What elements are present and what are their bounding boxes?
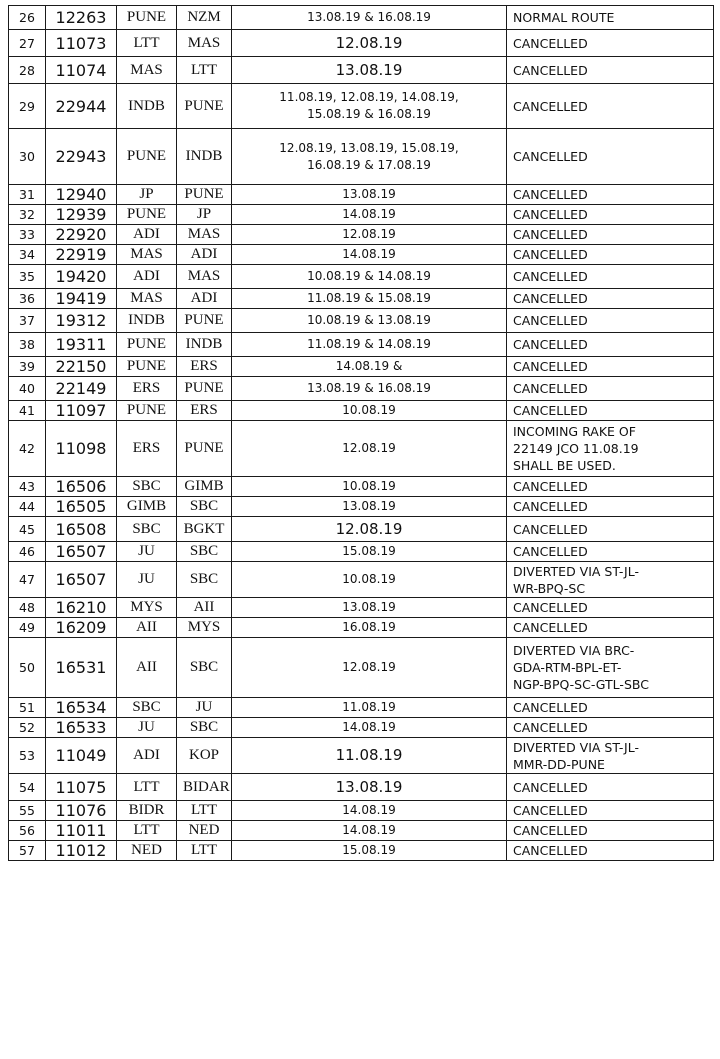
table-row <box>9 6 714 30</box>
serial-number-cell: 37 <box>9 309 46 333</box>
remarks-line: CANCELLED <box>513 779 588 795</box>
dates-cell <box>232 265 507 289</box>
dates-cell <box>232 245 507 265</box>
to-station-cell: MAS <box>177 225 232 245</box>
remarks-cell <box>507 497 714 517</box>
from-station-cell: LTT <box>117 774 177 801</box>
dates-line: 10.08.19 <box>342 479 396 493</box>
from-station-cell: SBC <box>117 477 177 497</box>
to-station-cell: LTT <box>177 841 232 861</box>
dates-cell <box>232 309 507 333</box>
remarks-line: CANCELLED <box>513 149 588 164</box>
from-station-cell: ADI <box>117 265 177 289</box>
remarks-line: DIVERTED VIA BRC- <box>513 643 635 658</box>
remarks-cell <box>507 333 714 357</box>
train-number-cell: 11075 <box>46 774 117 801</box>
serial-number-cell: 48 <box>9 598 46 618</box>
remarks-cell <box>507 618 714 638</box>
remarks-line: GDA-RTM-BPL-ET- <box>513 660 622 675</box>
train-number-cell: 16209 <box>46 618 117 638</box>
train-number-cell: 12940 <box>46 185 117 205</box>
train-number-cell: 16533 <box>46 718 117 738</box>
dates-cell <box>232 289 507 309</box>
from-station-cell: MYS <box>117 598 177 618</box>
serial-number-cell: 36 <box>9 289 46 309</box>
table-row <box>9 421 714 477</box>
remarks-line: CANCELLED <box>513 291 588 306</box>
to-station-cell: PUNE <box>177 185 232 205</box>
from-station-cell: MAS <box>117 57 177 84</box>
remarks-line: CANCELLED <box>513 803 588 818</box>
dates-cell <box>232 421 507 477</box>
from-station-cell: PUNE <box>117 205 177 225</box>
from-station-cell: JU <box>117 718 177 738</box>
serial-number-cell: 27 <box>9 30 46 57</box>
to-station-cell: KOP <box>177 738 232 774</box>
table-row <box>9 185 714 205</box>
remarks-line: NGP-BPQ-SC-GTL-SBC <box>513 677 649 692</box>
from-station-cell: INDB <box>117 84 177 129</box>
to-station-cell: SBC <box>177 497 232 517</box>
serial-number-cell: 35 <box>9 265 46 289</box>
to-station-cell: PUNE <box>177 84 232 129</box>
serial-number-cell: 52 <box>9 718 46 738</box>
table-row <box>9 562 714 598</box>
table-row <box>9 289 714 309</box>
train-number-cell: 16534 <box>46 698 117 718</box>
remarks-line: NORMAL ROUTE <box>513 10 615 25</box>
remarks-line: CANCELLED <box>513 35 588 51</box>
remarks-cell <box>507 57 714 84</box>
dates-line: 13.08.19 <box>342 499 396 513</box>
train-number-cell: 19420 <box>46 265 117 289</box>
remarks-line: CANCELLED <box>513 359 588 374</box>
train-number-cell: 11097 <box>46 401 117 421</box>
dates-line: 12.08.19 <box>342 441 396 455</box>
dates-line: 14.08.19 <box>342 823 396 837</box>
serial-number-cell: 33 <box>9 225 46 245</box>
serial-number-cell: 45 <box>9 517 46 542</box>
table-row <box>9 598 714 618</box>
dates-cell <box>232 801 507 821</box>
remarks-line: CANCELLED <box>513 98 588 114</box>
table-row <box>9 638 714 698</box>
from-station-cell: JP <box>117 185 177 205</box>
to-station-cell: AII <box>177 598 232 618</box>
remarks-cell <box>507 738 714 774</box>
to-station-cell: PUNE <box>177 309 232 333</box>
remarks-line: CANCELLED <box>513 823 588 838</box>
table-row <box>9 265 714 289</box>
dates-cell <box>232 333 507 357</box>
train-number-cell: 19312 <box>46 309 117 333</box>
remarks-cell <box>507 309 714 333</box>
serial-number-cell: 38 <box>9 333 46 357</box>
dates-cell <box>232 718 507 738</box>
dates-cell <box>232 542 507 562</box>
from-station-cell: PUNE <box>117 129 177 185</box>
from-station-cell: ADI <box>117 225 177 245</box>
remarks-cell <box>507 225 714 245</box>
serial-number-cell: 50 <box>9 638 46 698</box>
table-row <box>9 497 714 517</box>
dates-line: 10.08.19 & 13.08.19 <box>307 313 431 327</box>
train-number-cell: 12939 <box>46 205 117 225</box>
table-row <box>9 738 714 774</box>
remarks-line: CANCELLED <box>513 521 588 537</box>
remarks-cell <box>507 30 714 57</box>
serial-number-cell: 26 <box>9 6 46 30</box>
remarks-line: CANCELLED <box>513 247 588 262</box>
from-station-cell: JU <box>117 562 177 598</box>
to-station-cell: ERS <box>177 401 232 421</box>
remarks-line: DIVERTED VIA ST-JL- <box>513 563 640 579</box>
table-row <box>9 30 714 57</box>
train-number-cell: 16506 <box>46 477 117 497</box>
dates-line: 12.08.19 <box>342 227 396 241</box>
serial-number-cell: 47 <box>9 562 46 598</box>
to-station-cell: NED <box>177 821 232 841</box>
train-number-cell: 16508 <box>46 517 117 542</box>
to-station-cell: MYS <box>177 618 232 638</box>
remarks-cell <box>507 638 714 698</box>
from-station-cell: LTT <box>117 30 177 57</box>
remarks-line: WR-BPQ-SC <box>513 580 586 596</box>
to-station-cell: NZM <box>177 6 232 30</box>
remarks-line: CANCELLED <box>513 269 588 284</box>
to-station-cell: ADI <box>177 245 232 265</box>
table-row <box>9 205 714 225</box>
train-number-cell: 16507 <box>46 562 117 598</box>
from-station-cell: SBC <box>117 698 177 718</box>
dates-line: 14.08.19 <box>342 803 396 817</box>
remarks-cell <box>507 774 714 801</box>
remarks-cell <box>507 401 714 421</box>
dates-line: 12.08.19 <box>335 33 403 52</box>
dates-line: 15.08.19 & 16.08.19 <box>307 107 431 121</box>
to-station-cell: INDB <box>177 333 232 357</box>
dates-cell <box>232 698 507 718</box>
dates-line: 13.08.19 & 16.08.19 <box>307 10 431 24</box>
train-number-cell: 22149 <box>46 377 117 401</box>
from-station-cell: BIDR <box>117 801 177 821</box>
dates-cell <box>232 225 507 245</box>
serial-number-cell: 43 <box>9 477 46 497</box>
to-station-cell: LTT <box>177 801 232 821</box>
serial-number-cell: 41 <box>9 401 46 421</box>
from-station-cell: NED <box>117 841 177 861</box>
dates-line: 16.08.19 & 17.08.19 <box>307 157 431 172</box>
dates-line: 12.08.19 <box>335 519 403 538</box>
serial-number-cell: 57 <box>9 841 46 861</box>
to-station-cell: PUNE <box>177 377 232 401</box>
dates-line: 14.08.19 <box>342 207 396 221</box>
remarks-cell <box>507 698 714 718</box>
table-row <box>9 718 714 738</box>
remarks-cell <box>507 542 714 562</box>
remarks-line: DIVERTED VIA ST-JL- <box>513 739 640 755</box>
remarks-cell <box>507 598 714 618</box>
remarks-cell <box>507 718 714 738</box>
to-station-cell: PUNE <box>177 421 232 477</box>
table-row <box>9 357 714 377</box>
from-station-cell: SBC <box>117 517 177 542</box>
dates-cell <box>232 618 507 638</box>
train-number-cell: 11011 <box>46 821 117 841</box>
dates-line: 11.08.19 <box>342 700 396 714</box>
to-station-cell: SBC <box>177 638 232 698</box>
dates-line: 11.08.19 & 15.08.19 <box>307 291 431 305</box>
dates-line: 12.08.19 <box>342 660 396 674</box>
remarks-line: INCOMING RAKE OF <box>513 424 636 439</box>
remarks-cell <box>507 841 714 861</box>
remarks-cell <box>507 477 714 497</box>
remarks-line: CANCELLED <box>513 843 588 858</box>
remarks-cell <box>507 205 714 225</box>
to-station-cell: LTT <box>177 57 232 84</box>
dates-cell <box>232 377 507 401</box>
dates-cell <box>232 357 507 377</box>
to-station-cell: INDB <box>177 129 232 185</box>
to-station-cell: GIMB <box>177 477 232 497</box>
train-number-cell: 22919 <box>46 245 117 265</box>
serial-number-cell: 31 <box>9 185 46 205</box>
serial-number-cell: 53 <box>9 738 46 774</box>
table-row <box>9 618 714 638</box>
to-station-cell: SBC <box>177 562 232 598</box>
dates-cell <box>232 6 507 30</box>
dates-line: 12.08.19, 13.08.19, 15.08.19, <box>279 140 459 155</box>
table-row <box>9 801 714 821</box>
train-number-cell: 22943 <box>46 129 117 185</box>
dates-cell <box>232 84 507 129</box>
dates-cell <box>232 497 507 517</box>
train-number-cell: 11098 <box>46 421 117 477</box>
table-row <box>9 698 714 718</box>
dates-line: 14.08.19 <box>342 720 396 734</box>
train-number-cell: 11073 <box>46 30 117 57</box>
remarks-cell <box>507 289 714 309</box>
remarks-line: 22149 JCO 11.08.19 <box>513 441 639 456</box>
to-station-cell: SBC <box>177 718 232 738</box>
dates-line: 14.08.19 <box>342 247 396 261</box>
remarks-cell <box>507 562 714 598</box>
to-station-cell: JU <box>177 698 232 718</box>
from-station-cell: AII <box>117 618 177 638</box>
table-row <box>9 774 714 801</box>
dates-cell <box>232 841 507 861</box>
dates-cell <box>232 821 507 841</box>
serial-number-cell: 56 <box>9 821 46 841</box>
remarks-cell <box>507 265 714 289</box>
remarks-line: CANCELLED <box>513 403 588 418</box>
serial-number-cell: 39 <box>9 357 46 377</box>
table-row <box>9 377 714 401</box>
dates-line: 11.08.19, 12.08.19, 14.08.19, <box>279 90 459 104</box>
dates-line: 16.08.19 <box>342 620 396 634</box>
to-station-cell: BIDAR <box>177 774 232 801</box>
remarks-line: CANCELLED <box>513 479 588 494</box>
remarks-line: CANCELLED <box>513 62 588 78</box>
dates-line: 10.08.19 <box>342 572 396 586</box>
remarks-cell <box>507 129 714 185</box>
dates-cell <box>232 129 507 185</box>
remarks-cell <box>507 357 714 377</box>
remarks-line: CANCELLED <box>513 227 588 242</box>
serial-number-cell: 29 <box>9 84 46 129</box>
serial-number-cell: 30 <box>9 129 46 185</box>
remarks-line: CANCELLED <box>513 600 588 615</box>
to-station-cell: JP <box>177 205 232 225</box>
dates-line: 10.08.19 & 14.08.19 <box>307 269 431 283</box>
to-station-cell: SBC <box>177 542 232 562</box>
remarks-line: SHALL BE USED. <box>513 458 616 473</box>
train-status-table <box>8 5 714 861</box>
dates-cell <box>232 517 507 542</box>
remarks-cell <box>507 245 714 265</box>
remarks-cell <box>507 377 714 401</box>
remarks-line: CANCELLED <box>513 187 588 202</box>
dates-cell <box>232 774 507 801</box>
from-station-cell: PUNE <box>117 6 177 30</box>
dates-cell <box>232 738 507 774</box>
remarks-line: CANCELLED <box>513 544 588 559</box>
dates-line: 11.08.19 & 14.08.19 <box>307 337 431 351</box>
dates-line: 11.08.19 <box>335 746 403 764</box>
dates-cell <box>232 401 507 421</box>
dates-cell <box>232 477 507 497</box>
remarks-cell <box>507 821 714 841</box>
serial-number-cell: 55 <box>9 801 46 821</box>
table-body <box>9 6 714 861</box>
to-station-cell: MAS <box>177 30 232 57</box>
dates-cell <box>232 57 507 84</box>
train-number-cell: 16507 <box>46 542 117 562</box>
serial-number-cell: 54 <box>9 774 46 801</box>
table-row <box>9 477 714 497</box>
dates-cell <box>232 638 507 698</box>
remarks-line: CANCELLED <box>513 499 588 514</box>
table-row <box>9 57 714 84</box>
serial-number-cell: 34 <box>9 245 46 265</box>
serial-number-cell: 44 <box>9 497 46 517</box>
table-row <box>9 401 714 421</box>
train-number-cell: 16531 <box>46 638 117 698</box>
remarks-cell <box>507 6 714 30</box>
from-station-cell: GIMB <box>117 497 177 517</box>
train-number-cell: 12263 <box>46 6 117 30</box>
train-number-cell: 11076 <box>46 801 117 821</box>
from-station-cell: MAS <box>117 245 177 265</box>
from-station-cell: PUNE <box>117 357 177 377</box>
dates-cell <box>232 185 507 205</box>
from-station-cell: PUNE <box>117 401 177 421</box>
dates-line: 13.08.19 <box>342 187 396 201</box>
remarks-line: CANCELLED <box>513 720 588 735</box>
table-row <box>9 517 714 542</box>
train-number-cell: 16505 <box>46 497 117 517</box>
from-station-cell: PUNE <box>117 333 177 357</box>
train-number-cell: 11074 <box>46 57 117 84</box>
train-number-cell: 19419 <box>46 289 117 309</box>
remarks-line: CANCELLED <box>513 207 588 222</box>
serial-number-cell: 42 <box>9 421 46 477</box>
dates-line: 14.08.19 & <box>335 359 403 373</box>
table-row <box>9 821 714 841</box>
train-number-cell: 16210 <box>46 598 117 618</box>
remarks-cell <box>507 801 714 821</box>
dates-line: 15.08.19 <box>342 843 396 857</box>
from-station-cell: ERS <box>117 421 177 477</box>
train-number-cell: 22944 <box>46 84 117 129</box>
from-station-cell: AII <box>117 638 177 698</box>
remarks-cell <box>507 84 714 129</box>
table-row <box>9 84 714 129</box>
dates-cell <box>232 598 507 618</box>
table-row <box>9 333 714 357</box>
train-number-cell: 22920 <box>46 225 117 245</box>
from-station-cell: INDB <box>117 309 177 333</box>
remarks-line: CANCELLED <box>513 337 588 352</box>
to-station-cell: BGKT <box>177 517 232 542</box>
train-number-cell: 11049 <box>46 738 117 774</box>
serial-number-cell: 32 <box>9 205 46 225</box>
train-number-cell: 22150 <box>46 357 117 377</box>
dates-line: 13.08.19 <box>335 60 403 79</box>
remarks-line: CANCELLED <box>513 700 588 715</box>
dates-line: 13.08.19 & 16.08.19 <box>307 381 431 395</box>
remarks-line: CANCELLED <box>513 313 588 328</box>
dates-cell <box>232 30 507 57</box>
dates-cell <box>232 562 507 598</box>
table-row <box>9 245 714 265</box>
to-station-cell: MAS <box>177 265 232 289</box>
train-status-table-wrapper <box>8 5 714 861</box>
remarks-line: MMR-DD-PUNE <box>513 756 605 772</box>
dates-line: 15.08.19 <box>342 544 396 558</box>
table-row <box>9 841 714 861</box>
from-station-cell: MAS <box>117 289 177 309</box>
table-row <box>9 309 714 333</box>
remarks-line: CANCELLED <box>513 381 588 396</box>
remarks-cell <box>507 421 714 477</box>
serial-number-cell: 51 <box>9 698 46 718</box>
remarks-cell <box>507 185 714 205</box>
dates-line: 13.08.19 <box>342 600 396 614</box>
serial-number-cell: 46 <box>9 542 46 562</box>
serial-number-cell: 40 <box>9 377 46 401</box>
table-row <box>9 542 714 562</box>
from-station-cell: ERS <box>117 377 177 401</box>
to-station-cell: ERS <box>177 357 232 377</box>
train-number-cell: 19311 <box>46 333 117 357</box>
dates-line: 10.08.19 <box>342 403 396 417</box>
serial-number-cell: 49 <box>9 618 46 638</box>
remarks-line: CANCELLED <box>513 620 588 635</box>
dates-line: 13.08.19 <box>335 777 403 796</box>
from-station-cell: ADI <box>117 738 177 774</box>
from-station-cell: JU <box>117 542 177 562</box>
remarks-cell <box>507 517 714 542</box>
table-row <box>9 129 714 185</box>
from-station-cell: LTT <box>117 821 177 841</box>
train-number-cell: 11012 <box>46 841 117 861</box>
to-station-cell: ADI <box>177 289 232 309</box>
serial-number-cell: 28 <box>9 57 46 84</box>
dates-cell <box>232 205 507 225</box>
table-row <box>9 225 714 245</box>
